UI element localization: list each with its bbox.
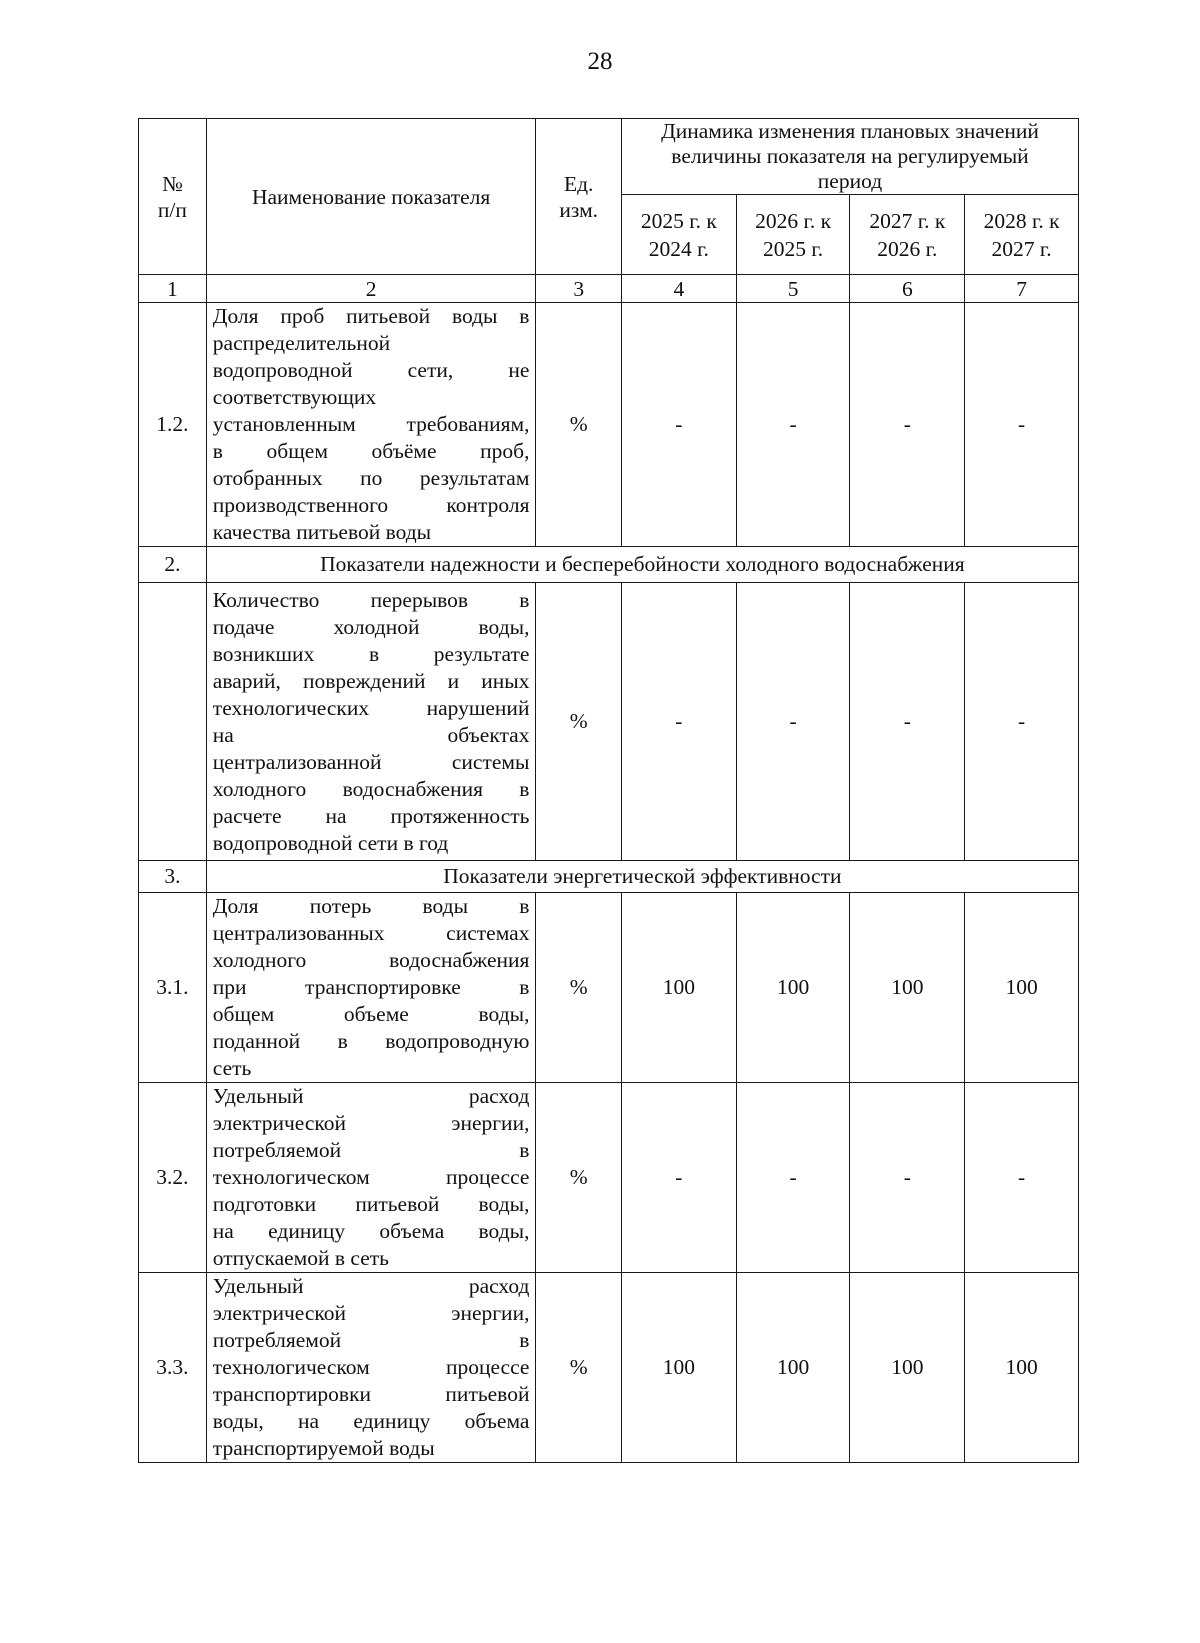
- header-dynamics: Динамика изменения плановых значений величины показателя на регулируемый период: [621, 119, 1078, 195]
- row-name-line: установленным требованиям,: [212, 412, 530, 436]
- row-name-line: распределительной: [212, 331, 391, 355]
- row-value: 100: [621, 893, 736, 1083]
- row-value: -: [736, 303, 850, 547]
- row-unit: %: [536, 893, 622, 1083]
- row-name-line: поданной в водопроводную: [212, 1029, 530, 1053]
- row-name: [206, 583, 536, 861]
- row-name-line: централизованных системах: [212, 921, 530, 945]
- row-name-line: электрической энергии,: [212, 1111, 530, 1135]
- header-num: № п/п: [139, 119, 207, 275]
- section-row: [139, 861, 1079, 893]
- row-name-line: холодного водоснабжения: [212, 948, 530, 972]
- column-number: 2: [206, 275, 536, 303]
- row-name-line: в общем объёме проб,: [212, 439, 530, 463]
- header-unit: Ед. изм.: [536, 119, 622, 275]
- row-value: -: [850, 1083, 965, 1273]
- row-num: 2.: [139, 547, 207, 583]
- row-value: 100: [965, 893, 1079, 1083]
- column-number: 5: [736, 275, 850, 303]
- row-value: -: [736, 1083, 850, 1273]
- row-name: [206, 1273, 536, 1463]
- row-value: -: [965, 1083, 1079, 1273]
- row-name-line: расчете на протяженность: [212, 803, 530, 828]
- row-name: [206, 893, 536, 1083]
- row-name-line: централизованной системы: [212, 749, 530, 774]
- row-name-line: сеть: [212, 1056, 252, 1080]
- row-name: [206, 303, 536, 547]
- row-name-line: подготовки питьевой воды,: [212, 1192, 530, 1216]
- row-name-line: технологическом процессе: [212, 1355, 530, 1379]
- column-number: 3: [536, 275, 622, 303]
- row-num: [139, 583, 207, 861]
- row-name-line: водопроводной сети, не: [212, 358, 530, 382]
- row-name-line: отпускаемой в сеть: [212, 1246, 389, 1270]
- column-number: 1: [139, 275, 207, 303]
- row-value: -: [621, 303, 736, 547]
- header-row: [139, 119, 1079, 195]
- page-number: 28: [587, 48, 613, 75]
- row-name-line: общем объеме воды,: [212, 1002, 530, 1026]
- indicators-table: [138, 118, 1079, 1463]
- row-name-line: при транспортировке в: [212, 975, 530, 999]
- row-name-line: качества питьевой воды: [212, 520, 432, 544]
- row-num: 1.2.: [139, 303, 207, 547]
- row-unit: %: [536, 1083, 622, 1273]
- row-value: -: [965, 303, 1079, 547]
- column-numbers-row: [139, 275, 1079, 303]
- table-row: [139, 893, 1079, 1083]
- row-value: 100: [850, 893, 965, 1083]
- row-name-line: электрической энергии,: [212, 1301, 530, 1325]
- row-unit: %: [536, 1273, 622, 1463]
- row-name-line: Удельный расход: [212, 1274, 530, 1298]
- section-title: Показатели надежности и бесперебойности холодного водоснабжения: [206, 547, 1078, 583]
- row-name-line: транспортируемой воды: [212, 1436, 435, 1460]
- table-row: [139, 1083, 1079, 1273]
- row-value: -: [850, 303, 965, 547]
- header-period: 2025 г. к 2024 г.: [621, 195, 736, 275]
- section-row: [139, 547, 1079, 583]
- row-name-line: соответствующих: [212, 385, 377, 409]
- row-num: 3.2.: [139, 1083, 207, 1273]
- header-period: 2026 г. к 2025 г.: [736, 195, 850, 275]
- row-value: 100: [621, 1273, 736, 1463]
- row-name-line: аварий, повреждений и иных: [212, 668, 530, 693]
- row-value: -: [621, 1083, 736, 1273]
- row-name-line: Доля потерь воды в: [212, 894, 530, 918]
- row-name-line: возникших в результате: [212, 641, 530, 666]
- row-name-line: подаче холодной воды,: [212, 614, 530, 639]
- row-num: 3.1.: [139, 893, 207, 1083]
- row-name: [206, 1083, 536, 1273]
- row-name-line: водопроводной сети в год: [212, 830, 449, 855]
- row-value: 100: [850, 1273, 965, 1463]
- row-name-line: на объектах: [212, 722, 530, 747]
- row-name-line: потребляемой в: [212, 1138, 530, 1162]
- row-value: -: [621, 583, 736, 861]
- section-title: Показатели энергетической эффективности: [206, 861, 1078, 893]
- row-name-line: отобранных по результатам: [212, 466, 530, 490]
- header-period: 2027 г. к 2026 г.: [850, 195, 965, 275]
- row-name-line: транспортировки питьевой: [212, 1382, 530, 1406]
- row-name-line: Удельный расход: [212, 1084, 530, 1108]
- row-value: 100: [736, 1273, 850, 1463]
- row-name-line: Количество перерывов в: [212, 587, 530, 612]
- row-name-line: Доля проб питьевой воды в: [212, 304, 530, 328]
- row-name-line: технологических нарушений: [212, 695, 530, 720]
- table-row: [139, 583, 1079, 861]
- row-name-line: воды, на единицу объема: [212, 1409, 530, 1433]
- row-value: -: [850, 583, 965, 861]
- row-name-line: производственного контроля: [212, 493, 530, 517]
- row-unit: %: [536, 583, 622, 861]
- row-value: 100: [736, 893, 850, 1083]
- table-row: [139, 303, 1079, 547]
- header-name: Наименование показателя: [206, 119, 536, 275]
- header-period: 2028 г. к 2027 г.: [965, 195, 1079, 275]
- row-value: -: [965, 583, 1079, 861]
- column-number: 6: [850, 275, 965, 303]
- table-row: [139, 1273, 1079, 1463]
- column-number: 4: [621, 275, 736, 303]
- row-name-line: потребляемой в: [212, 1328, 530, 1352]
- column-number: 7: [965, 275, 1079, 303]
- row-name-line: технологическом процессе: [212, 1165, 530, 1189]
- row-num: 3.3.: [139, 1273, 207, 1463]
- row-unit: %: [536, 303, 622, 547]
- row-name-line: холодного водоснабжения в: [212, 776, 530, 801]
- row-value: -: [736, 583, 850, 861]
- row-name-line: на единицу объема воды,: [212, 1219, 530, 1243]
- row-num: 3.: [139, 861, 207, 893]
- row-value: 100: [965, 1273, 1079, 1463]
